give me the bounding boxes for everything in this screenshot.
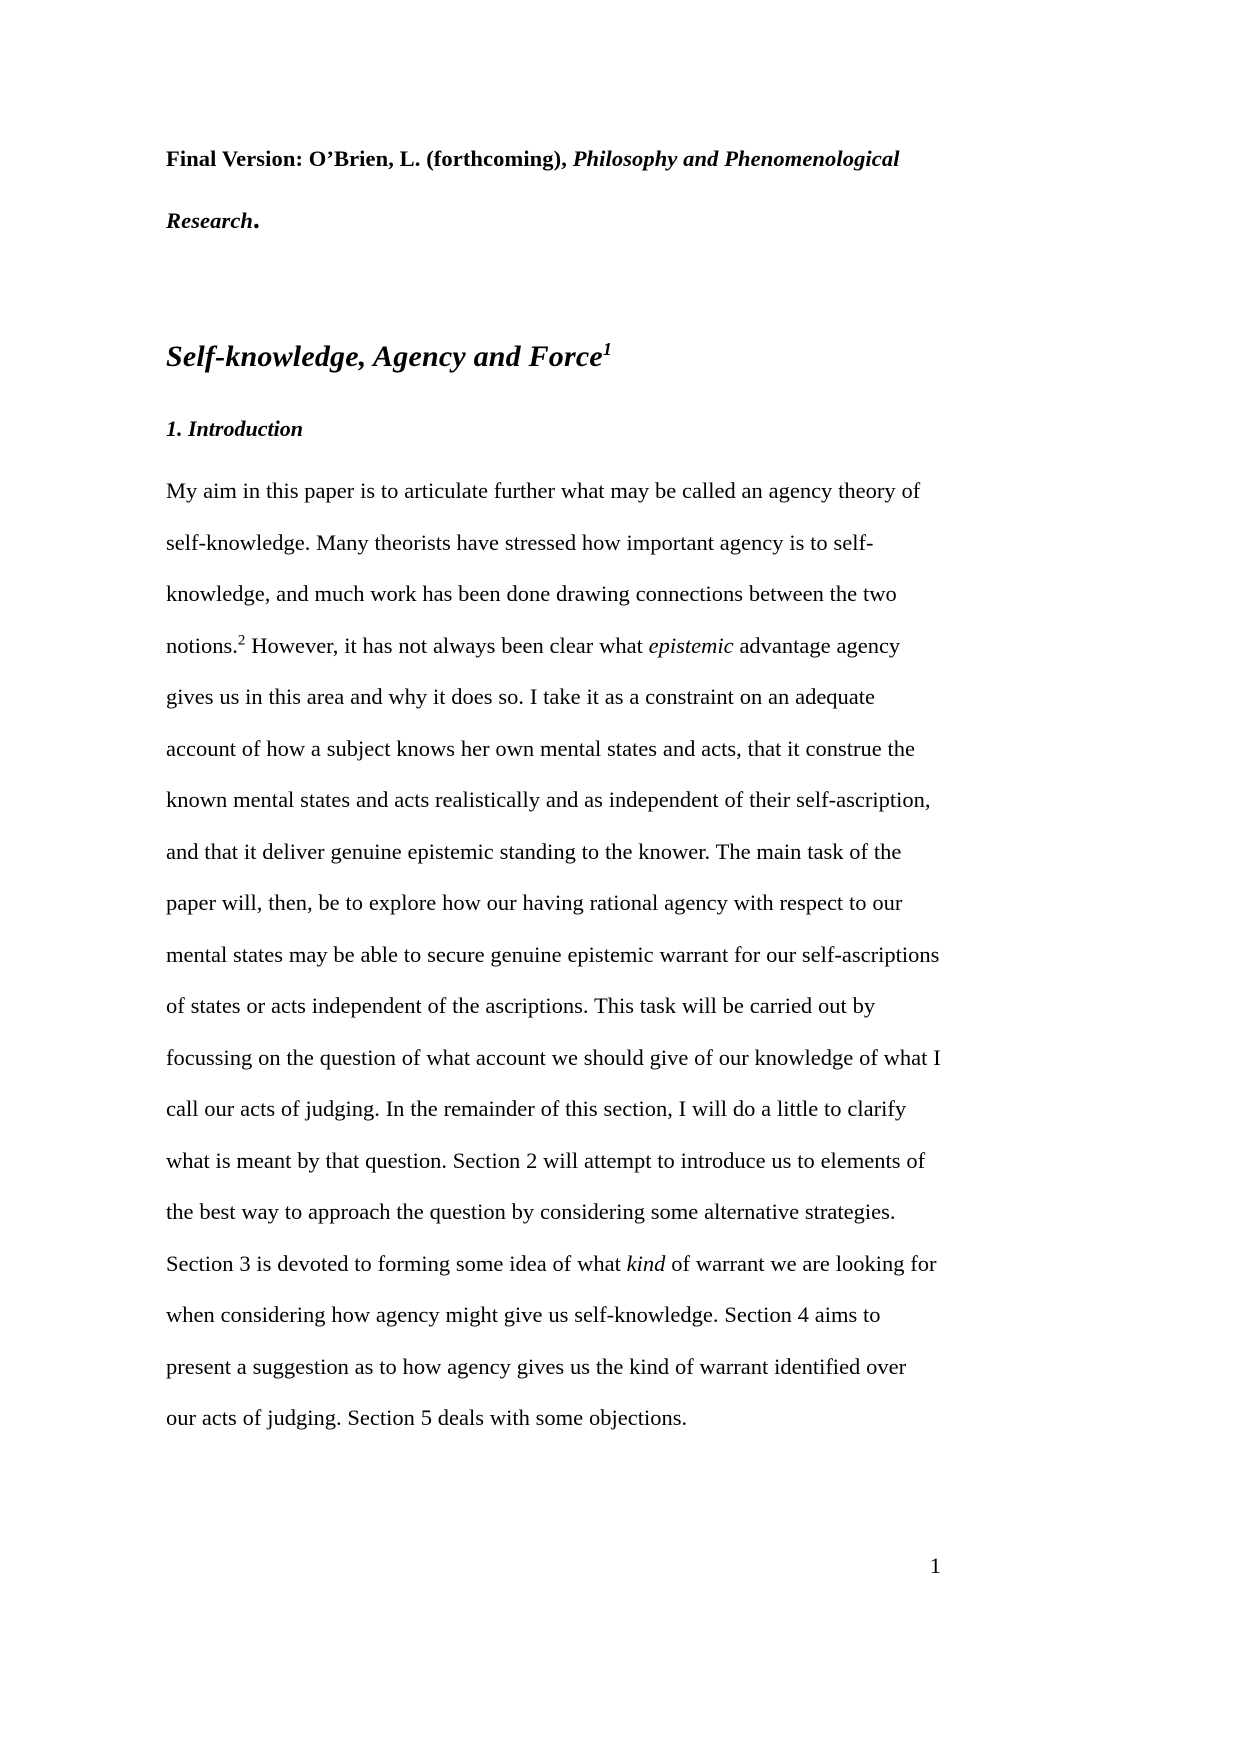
emphasis-kind: kind bbox=[626, 1250, 666, 1276]
emphasis-epistemic: epistemic bbox=[648, 632, 734, 658]
paragraph-part-4: of warrant we are looking for when considering how agency might give us self-knowledge. Section 4 aims to present a suggestion as to how agency gives us the kind of warrant identified over our acts of judging. Section 5 deals with some objections. bbox=[166, 1250, 937, 1430]
reference-prefix: Final Version: O’Brien, L. (forthcoming), bbox=[166, 146, 573, 171]
title-text: Self-knowledge, Agency and Force bbox=[166, 340, 603, 373]
page-number: 1 bbox=[929, 1553, 941, 1578]
page-title bbox=[166, 337, 941, 377]
publication-reference-line bbox=[166, 128, 941, 251]
paragraph-footnote-marker: 2 bbox=[237, 632, 246, 648]
paragraph-part-2: However, it has not always been clear what bbox=[245, 632, 649, 658]
section-heading-introduction: 1. Introduction bbox=[166, 416, 303, 441]
paragraph-part-1: My aim in this paper is to articulate further what may be called an agency theory of self-knowledge. Many theorists have stressed how important agency is to self-knowledge, and much work has been done drawing connections between the two notions. bbox=[166, 478, 921, 658]
paragraph-part-3: advantage agency gives us in this area and why it does so. I take it as a constraint on an adequate account of how a subject knows her own mental states and acts, that it construe the known mental states and acts realistically and as independent of their self-ascription, and that it deliver genuine epistemic standing to the knower. The main task of the paper will, then, be to explore how our having rational agency with respect to our mental states may be able to secure genuine epistemic warrant for our self-ascriptions of states or acts independent of the ascriptions. This task will be carried out by focussing on the question of what account we should give of our knowledge of what I call our acts of judging. In the remainder of this section, I will do a little to clarify what is meant by that question. Section 2 will attempt to introduce us to elements of the best way to approach the question by considering some alternative strategies. Section 3 is devoted to forming some idea of what bbox=[166, 632, 941, 1276]
title-footnote-marker: 1 bbox=[602, 339, 613, 359]
journal-name-line2: Research bbox=[166, 208, 254, 233]
page-content bbox=[166, 128, 941, 1578]
reference-terminator: . bbox=[253, 204, 260, 234]
journal-name-line1: Philosophy and Phenomenological bbox=[572, 146, 900, 171]
introduction-paragraph bbox=[166, 465, 941, 1444]
